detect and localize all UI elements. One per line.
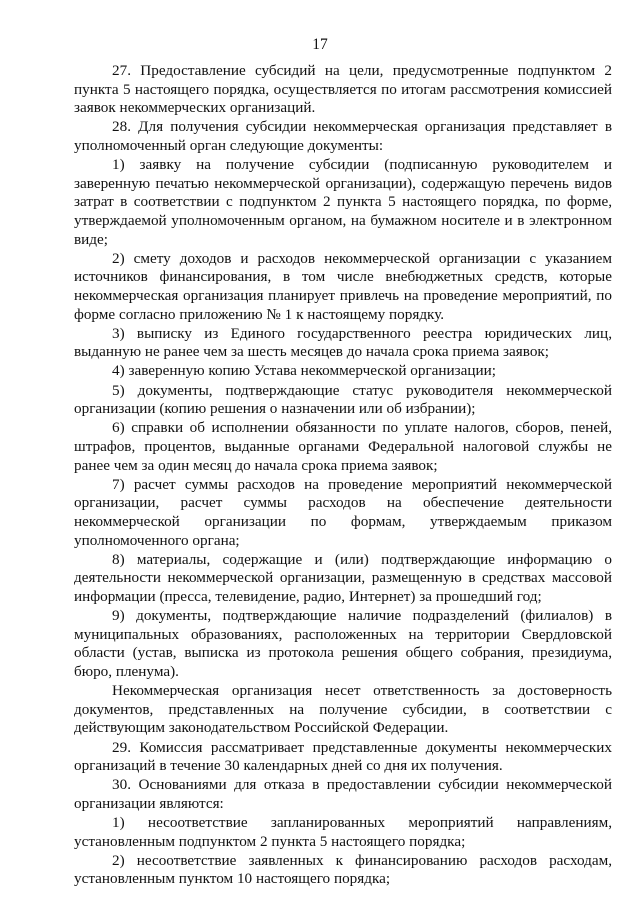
list-item-28-1: 1) заявку на получение субсидии (подписанную руководителем и заверенную печатью некоммерческой организации), содержащую перечень видов затрат в соответствии с подпунктом 2 пункта 5 настоящего порядка, по форме, утверждаемой уполномоченным органом, на бумажном носителе и в электронном виде; — [74, 156, 612, 248]
paragraph-27: 27. Предоставление субсидий на цели, предусмотренные подпунктом 2 пункта 5 настоящего порядка, осуществляется по итогам рассмотрения комиссией заявок некоммерческих организаций. — [74, 62, 612, 117]
list-item-28-9: 9) документы, подтверждающие наличие подразделений (филиалов) в муниципальных образованиях, расположенных на территории Свердловской области (устав, выписка из протокола решения общего собрания, президиума, бюро, пленума). — [74, 607, 612, 680]
responsibility-paragraph: Некоммерческая организация несет ответственность за достоверность документов, представленных на получение субсидии, в соответствии с действующим законодательством Российской Федерации. — [74, 682, 612, 737]
list-item-28-2: 2) смету доходов и расходов некоммерческой организации с указанием источников финансирования, в том числе внебюджетных средств, которые некоммерческая организация планирует привлечь на проведение мероприятий, по форме согласно приложению № 1 к настоящему порядку. — [74, 249, 612, 323]
paragraph-29: 29. Комиссия рассматривает представленные документы некоммерческих организаций в течение 30 календарных дней со дня их получения. — [74, 738, 612, 775]
paragraph-30: 30. Основаниями для отказа в предоставлении субсидии некоммерческой организации являются: — [74, 776, 612, 812]
page-number: 17 — [312, 36, 328, 53]
list-item-28-7: 7) расчет суммы расходов на проведение мероприятий некоммерческой организации, расчет суммы расходов на обеспечение деятельности некоммерческой организации по формам, утверждаемым приказом уполномоченного органа; — [74, 475, 612, 549]
list-item-30-2: 2) несоответствие заявленных к финансированию расходов расходам, установленным пунктом 10 настоящего порядка; — [74, 851, 612, 888]
list-item-28-4: 4) заверенную копию Устава некоммерческой организации; — [112, 362, 497, 380]
list-item-28-8: 8) материалы, содержащие и (или) подтверждающие информацию о деятельности некоммерческой организации, размещенную в средствах массовой информации (пресса, телевидение, радио, Интернет) за прошедший год; — [74, 550, 612, 605]
list-item-30-1: 1) несоответствие запланированных мероприятий направлениям, установленным подпунктом 2 пункта 5 настоящего порядка; — [74, 814, 612, 850]
list-item-28-3: 3) выписку из Единого государственного реестра юридических лиц, выданную не ранее чем за шесть месяцев до начала срока приема заявок; — [74, 324, 612, 361]
list-item-28-5: 5) документы, подтверждающие статус руководителя некоммерческой организации (копию решения о назначении или об избрании); — [74, 381, 612, 418]
document-body — [74, 62, 612, 890]
list-item-28-6: 6) справки об исполнении обязанности по уплате налогов, сборов, пеней, штрафов, процентов, выданные органами Федеральной налоговой службы не ранее чем за один месяц до начала срока приема заявок; — [74, 419, 612, 474]
paragraph-28: 28. Для получения субсидии некоммерческая организация представляет в уполномоченный орган следующие документы: — [74, 118, 612, 154]
